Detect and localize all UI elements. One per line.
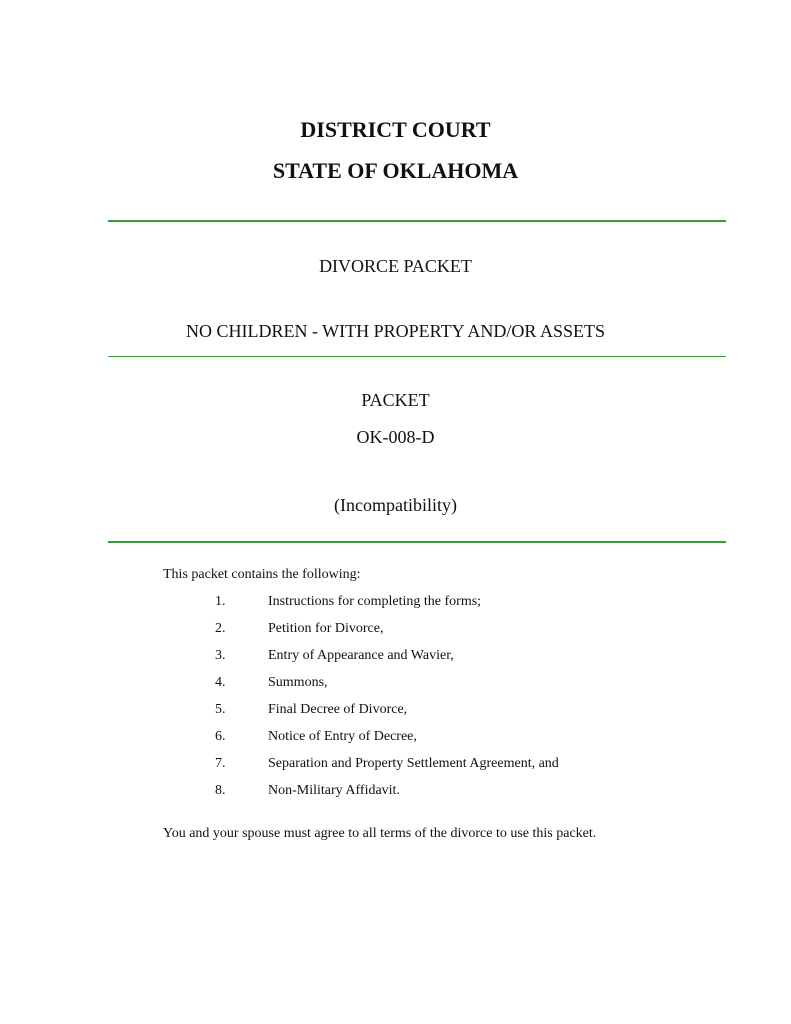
list-item-text: Non-Military Affidavit. <box>268 783 400 798</box>
list-item-text: Summons, <box>268 675 328 690</box>
contents-intro: This packet contains the following: <box>163 567 361 582</box>
list-item-number: 1. <box>215 594 226 609</box>
packet-label: PACKET <box>361 390 430 410</box>
list-item-number: 4. <box>215 675 226 690</box>
packet-number: OK-008-D <box>356 427 435 447</box>
list-item-number: 2. <box>215 621 226 636</box>
divider-top <box>108 220 726 222</box>
list-item-text: Notice of Entry of Decree, <box>268 729 417 744</box>
packet-grounds: (Incompatibility) <box>334 495 457 515</box>
divider-bottom <box>108 541 726 543</box>
packet-subtitle: NO CHILDREN - WITH PROPERTY AND/OR ASSETS <box>186 321 605 341</box>
packet-type: DIVORCE PACKET <box>319 256 472 276</box>
list-item-text: Entry of Appearance and Wavier, <box>268 648 454 663</box>
list-item-text: Separation and Property Settlement Agreement, and <box>268 756 559 771</box>
list-item-number: 7. <box>215 756 226 771</box>
footer-note: You and your spouse must agree to all terms of the divorce to use this packet. <box>163 826 597 841</box>
list-item-text: Instructions for completing the forms; <box>268 594 482 609</box>
court-title: DISTRICT COURT <box>300 117 491 142</box>
list-item-number: 3. <box>215 648 226 663</box>
list-item-text: Petition for Divorce, <box>268 621 384 636</box>
list-item-number: 6. <box>215 729 226 744</box>
list-item-text: Final Decree of Divorce, <box>268 702 408 717</box>
list-item-number: 8. <box>215 783 226 798</box>
divider-middle <box>108 356 726 357</box>
state-title: STATE OF OKLAHOMA <box>272 158 519 183</box>
list-item-number: 5. <box>215 702 226 717</box>
